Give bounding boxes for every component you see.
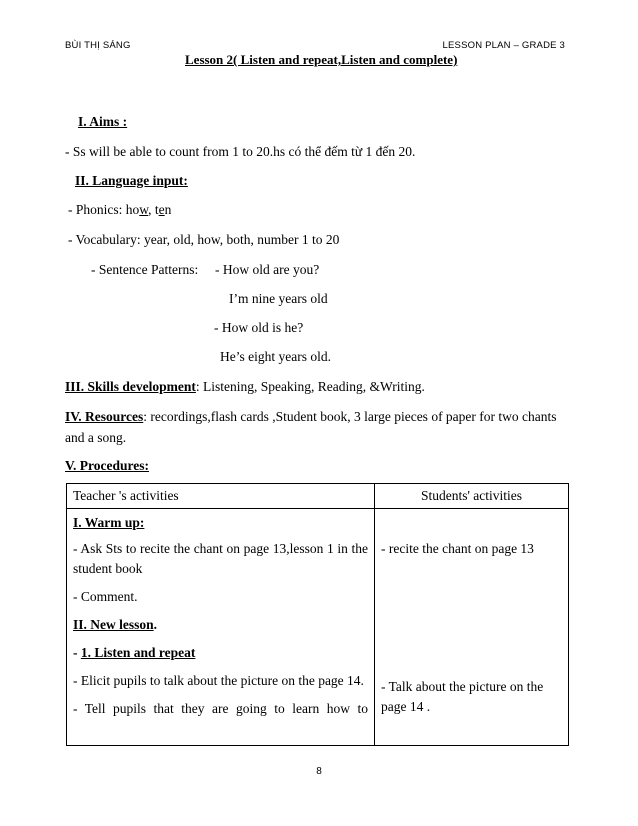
phonics-line: [68, 202, 171, 218]
lesson-title: Lesson 2( Listen and repeat,Listen and complete): [185, 52, 458, 67]
phonics-label: - Phonics:: [68, 202, 126, 217]
student-recite: - recite the chant on page 13: [381, 541, 534, 556]
pattern-line-2: I’m nine years old: [229, 291, 328, 306]
aims-text: - Ss will be able to count from 1 to 20.hs có thể đếm từ 1 đến 20.: [65, 144, 416, 159]
procedures-heading: V. Procedures:: [65, 458, 149, 473]
new-lesson-heading: II. New lesson: [73, 617, 154, 632]
phonics-word1-start: ho: [125, 202, 140, 217]
language-input-heading: II. Language input:: [75, 173, 188, 188]
students-column-header: Students' activities: [375, 484, 569, 509]
pattern-line-1: - How old are you?: [215, 262, 320, 277]
new-lesson-dot: .: [153, 617, 158, 632]
warmup-task: - Ask Sts to recite the chant on page 13,lesson 1 in the student book: [73, 541, 368, 576]
resources-paragraph: [65, 406, 565, 448]
teacher-activities-cell: [67, 509, 375, 746]
listen-repeat-heading: 1. Listen and repeat: [80, 645, 196, 660]
resources-heading: IV. Resources: [65, 409, 144, 424]
patterns-label: - Sentence Patterns:: [91, 262, 199, 277]
page-number: 8: [316, 766, 322, 777]
new-lesson-line: [73, 615, 368, 635]
header-course: LESSON PLAN – GRADE 3: [442, 40, 565, 51]
resources-text: : recordings,flash cards ,Student book, 3 large pieces of paper for two chants and a song.: [65, 409, 557, 445]
header-author: BÙI THỊ SÁNG: [65, 40, 131, 51]
student-talk: - Talk about the picture on the page 14 .: [381, 679, 544, 714]
students-activities-cell: [375, 509, 569, 746]
phonics-separator: , t: [148, 202, 159, 217]
procedures-table: [66, 483, 569, 746]
pattern-line-3: - How old is he?: [214, 320, 304, 335]
aims-heading: I. Aims :: [78, 114, 128, 129]
phonics-word1-underlined: w: [139, 202, 149, 217]
elicit-text: - Elicit pupils to talk about the picture on the page 14.: [73, 673, 364, 688]
skills-text: : Listening, Speaking, Reading, &Writing.: [195, 379, 425, 394]
tell-text: - Tell pupils that they are going to learn how to: [73, 701, 368, 716]
skills-heading: III. Skills development: [65, 379, 196, 394]
phonics-word2-end: n: [164, 202, 172, 217]
listen-repeat-line: [73, 643, 368, 663]
phonics-word2-underlined: e: [158, 202, 165, 217]
teacher-column-header: Teacher 's activities: [67, 484, 375, 509]
listen-prefix: -: [73, 645, 81, 660]
pattern-line-4: He’s eight years old.: [220, 349, 331, 364]
warmup-heading: I. Warm up:: [73, 515, 145, 530]
skills-line: [65, 379, 425, 395]
table-header-row: [67, 484, 569, 509]
warmup-comment: - Comment.: [73, 589, 138, 604]
table-row: [67, 509, 569, 746]
vocabulary-line: - Vocabulary: year, old, how, both, number 1 to 20: [68, 232, 340, 247]
